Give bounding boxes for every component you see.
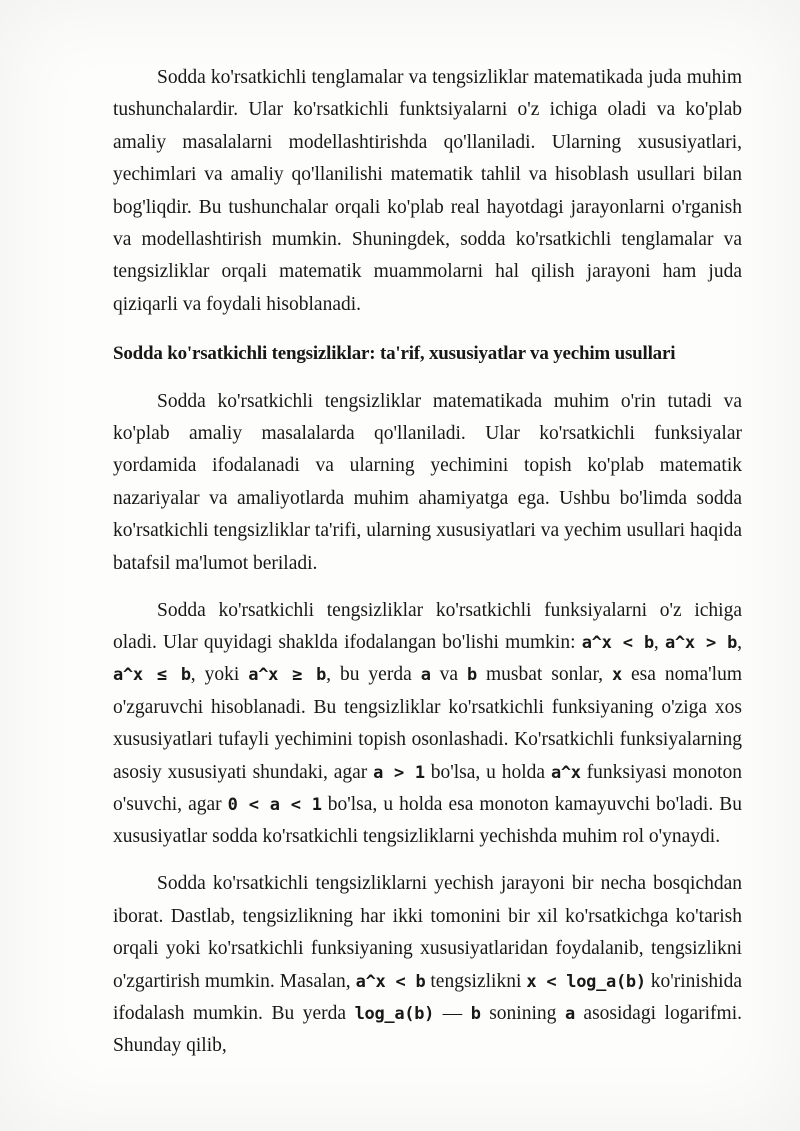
text-run: — (434, 1002, 471, 1024)
text-run: musbat sonlar, (476, 664, 613, 686)
text-run: esa noma'lum o'zgaruvchi hisoblanadi. Bu tengsizliklar ko'rsatkichli funksiyaning o'ziga xos xususiyatlari tufayli yechimini topish osonlashadi. Ko'rsatkichli funksiyalarning asosiy xususiyati shundaki, agar (113, 664, 743, 783)
document-body (113, 62, 742, 1077)
math-run: log_a(b) (354, 1003, 435, 1024)
text-run: , (737, 632, 742, 653)
math-run: a^x ≤ b (113, 665, 191, 686)
math-run: a^x < b (355, 971, 426, 992)
text-run: Sodda ko'rsatkichli tengsizliklarni yechish jarayoni bir necha bosqichdan iborat. Dastlab, tengsizlikning har ikki tomonini bir xil ko'rsatkichga ko'tarish orqali yoki ko'rsatkichli funksiyaning xususiyatlaridan foydalanib, tengsizlikni o'zgartirish mumkin. Masalan, (113, 873, 742, 992)
paragraph-intro (113, 62, 742, 321)
math-run: x < log_a(b) (526, 971, 646, 992)
math-run: b (470, 1003, 481, 1024)
text-run: Sodda ko'rsatkichli tengsizliklar ko'rsatkichli funksiyalarni o'z ichiga oladi. Ular quyidagi shaklda ifodalangan bo'lishi mumkin: (113, 599, 742, 653)
math-run: a > 1 (373, 762, 425, 783)
text-run: , bu yerda (326, 664, 421, 686)
paragraph-forms (113, 595, 742, 854)
math-run: x (612, 665, 622, 686)
text-run: ko'rinishida ifodalash mumkin. Bu yerda (113, 970, 742, 1024)
text-run: sonining (480, 1002, 565, 1024)
section-heading: Sodda ko'rsatkichli tengsizliklar: ta'rif, xususiyatlar va yechim usullari (113, 343, 676, 365)
text-run: , (653, 632, 665, 653)
math-run: a^x < b (581, 633, 654, 653)
math-run: a^x ≥ b (248, 665, 327, 686)
math-run: a (420, 665, 431, 686)
math-run: a^x > b (664, 633, 738, 653)
paragraph-solving (113, 868, 742, 1062)
text-run: Sodda ko'rsatkichli tenglamalar va tengsizliklar matematikada juda muhim tushunchalardir. Ular ko'rsatkichli funktsiyalarni o'z ichiga oladi va ko'plab amaliy masalalarni modellashtirishda qo'llaniladi. Ularning xususiyatlari, yechimlari va amaliy qo'llanilishi matematik tahlil va hisoblash usullari bilan bog'liqdir. Bu tushunchalar orqali ko'plab real hayotdagi jarayonlarni o'rganish va modellashtirish mumkin. Shuningdek, sodda ko'rsatkichli tenglamalar va tengsizliklar orqali matematik muammolarni hal qilish jarayoni ham juda qiziqarli va foydali hisoblanadi. (113, 67, 742, 315)
math-run: b (467, 665, 477, 686)
text-run: va (430, 664, 468, 686)
math-run: a^x (550, 762, 581, 783)
paragraph-definition (113, 386, 742, 580)
text-run: bo'lsa, u holda (424, 761, 551, 783)
text-run: funksiyasi monoton o'suvchi, agar (113, 761, 742, 816)
text-run: bo'lsa, u holda esa monoton kamayuvchi bo'ladi. Bu xususiyatlar sodda ko'rsatkichli tengsizliklarni yechishda muhim rol o'ynaydi. (113, 794, 743, 848)
text-run: , yoki (190, 664, 249, 686)
text-run: tengsizlikni (425, 970, 527, 992)
text-run: Sodda ko'rsatkichli tengsizliklar matematikada muhim o'rin tutadi va ko'plab amaliy masalalarda qo'llaniladi. Ular ko'rsatkichli funksiyalar yordamida ifodalanadi va ularning yechimini topish ko'plab matematik nazariyalar va amaliyotlarda muhim ahamiyatga ega. Ushbu bo'limda sodda ko'rsatkichli tengsizliklar ta'rifi, ularning xususiyatlari va yechim usullari haqida batafsil ma'lumot beriladi. (113, 390, 742, 574)
math-run: 0 < a < 1 (227, 795, 322, 816)
text-run: asosidagi logarifmi. Shunday qilib, (113, 1002, 742, 1057)
math-run: a (564, 1003, 575, 1024)
